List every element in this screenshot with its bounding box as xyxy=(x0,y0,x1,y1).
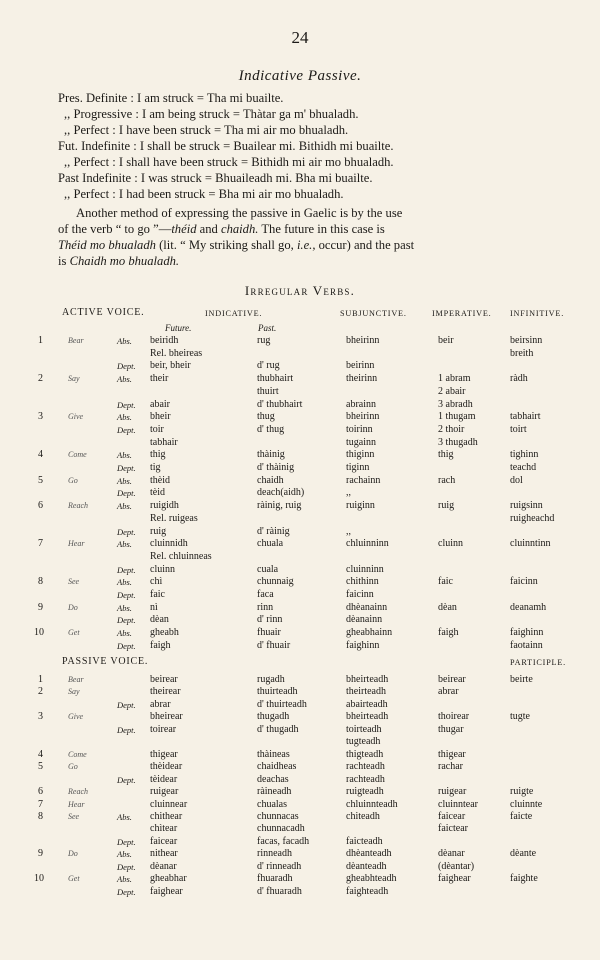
active-verb-english: Bear xyxy=(68,336,84,345)
active-imperative-form: 1 thugam xyxy=(438,411,476,423)
active-imperative-form: 3 thugadh xyxy=(438,436,478,448)
active-past-form: cuala xyxy=(257,563,279,575)
passive-subjunctive-form: dèanteadh xyxy=(346,860,387,872)
passive-subjunctive-form: toirteadh xyxy=(346,723,382,735)
active-verb-number: 8 xyxy=(38,576,43,588)
passive-verb-form-kind: Dept. xyxy=(117,836,136,847)
active-subjunctive-form: cluinninn xyxy=(346,563,384,575)
active-past-form: chuala xyxy=(257,538,284,550)
passive-infinitive-form: faighte xyxy=(510,873,538,885)
active-imperative-form: ruig xyxy=(438,500,455,512)
passive-past-form: d' thugadh xyxy=(257,723,299,735)
passive-verb-english: Reach xyxy=(68,787,88,797)
active-verb-form-kind: Dept. xyxy=(117,526,136,537)
active-verb-english: Get xyxy=(68,628,80,638)
active-verb-number: 6 xyxy=(38,500,43,512)
active-past-form: chaidh xyxy=(257,474,284,486)
active-verb-english: Hear xyxy=(68,539,85,549)
active-subjunctive-form: ruiginn xyxy=(346,500,375,512)
active-verb-english: Reach xyxy=(68,501,88,511)
passive-verb-number: 3 xyxy=(38,711,43,723)
active-past-form: d' thubhairt xyxy=(257,398,303,410)
active-verb-form-kind: Dept. xyxy=(117,488,136,499)
active-verb-form-kind: Abs. xyxy=(117,374,132,385)
passive-imperative-form: abrar xyxy=(438,686,459,698)
passive-verb-number: 7 xyxy=(38,798,43,810)
passive-infinitive-form: dèante xyxy=(510,848,537,860)
active-imperative-form: dèan xyxy=(438,601,457,613)
active-subjunctive-form: gheabhainn xyxy=(346,627,393,639)
active-verb-form-kind: Dept. xyxy=(117,590,136,600)
passive-verb-number: 10 xyxy=(34,873,44,885)
active-verb-number: 3 xyxy=(38,411,43,423)
active-future-form: beiridh xyxy=(150,335,179,346)
active-subjunctive-form: chluinninn xyxy=(346,538,389,550)
passive-imperative-form: faighear xyxy=(438,873,471,885)
active-past-form: fhuair xyxy=(257,627,281,639)
intro-line-6: Past Indefinite : I was struck = Bhuaileadh mi. Bha mi buailte. xyxy=(58,171,373,185)
active-future-form: Rel. chluinneas xyxy=(150,550,212,562)
active-subjunctive-form: tiginn xyxy=(346,462,370,473)
passive-verb-form-kind: Dept. xyxy=(117,861,136,872)
active-imperative-form: rach xyxy=(438,474,456,486)
active-verb-english: See xyxy=(68,577,80,587)
active-verb-form-kind: Dept. xyxy=(117,463,136,473)
active-past-form: thug xyxy=(257,411,275,423)
active-infinitive-form: ruigsinn xyxy=(510,500,543,512)
passive-infinitive-form: ruigte xyxy=(510,786,534,798)
active-verb-number: 1 xyxy=(38,335,43,346)
passive-subjunctive-form: rachteadh xyxy=(346,773,385,785)
passive-future-form: theirear xyxy=(150,686,181,698)
active-subjunctive-form: toirinn xyxy=(346,423,373,435)
passive-past-form: thuirteadh xyxy=(257,686,298,698)
active-verb-form-kind: Abs. xyxy=(117,577,132,588)
active-past-form: d' ràinig xyxy=(257,525,290,537)
passive-verb-form-kind: Abs. xyxy=(117,874,132,885)
passive-verb-english: Do xyxy=(68,849,78,859)
passive-future-form: beirear xyxy=(150,674,178,685)
active-past-form: thubhairt xyxy=(257,373,294,385)
passive-subjunctive-form: theirteadh xyxy=(346,686,386,698)
passive-verb-english: See xyxy=(68,811,80,821)
participle-column-header: PARTICIPLE. xyxy=(510,658,567,667)
active-subjunctive-form: dhèanainn xyxy=(346,601,388,613)
page-number: 24 xyxy=(291,28,309,47)
active-verb-form-kind: Dept. xyxy=(117,615,136,626)
active-subjunctive-form: thiginn xyxy=(346,449,375,461)
passive-imperative-form: rachar xyxy=(438,761,463,773)
active-imperative-form: cluinn xyxy=(438,538,463,550)
passive-subjunctive-form: rachteadh xyxy=(346,761,385,773)
active-verb-form-kind: Abs. xyxy=(117,602,132,613)
passive-subjunctive-form: chluinnteadh xyxy=(346,798,398,810)
active-subjunctive-form: faicinn xyxy=(346,589,374,600)
active-subjunctive-form: bheirinn xyxy=(346,335,380,346)
active-verb-form-kind: Abs. xyxy=(117,475,132,486)
active-past-form: deach(aidh) xyxy=(257,487,305,499)
passive-subjunctive-form: chiteadh xyxy=(346,810,380,822)
active-imperative-form: 1 abram xyxy=(438,373,471,385)
passive-future-form: thèidear xyxy=(150,761,183,773)
active-verb-form-kind: Dept. xyxy=(117,640,136,651)
active-verb-english: Say xyxy=(68,374,80,384)
passive-past-form: d' fhuaradh xyxy=(257,885,302,897)
passive-past-form: rugadh xyxy=(257,674,285,685)
active-future-form: cluinnidh xyxy=(150,538,188,550)
passive-subjunctive-form: faicteadh xyxy=(346,835,383,847)
active-verb-form-kind: Abs. xyxy=(117,450,132,461)
active-subjunctive-form: chithinn xyxy=(346,576,379,588)
active-subjunctive-form: rachainn xyxy=(346,474,381,486)
passive-future-form: toirear xyxy=(150,723,177,735)
active-future-form: Rel. bheireas xyxy=(150,347,203,359)
active-future-form: dèan xyxy=(150,614,169,626)
irregular-verbs-heading: Irregular Verbs. xyxy=(244,283,356,298)
active-future-form: faigh xyxy=(150,639,171,651)
passive-subjunctive-form: gheabhteadh xyxy=(346,873,397,885)
passive-verb-english: Come xyxy=(68,749,87,759)
active-imperative-form: thig xyxy=(438,449,454,461)
active-future-form: tig xyxy=(150,462,161,473)
passive-future-form: thigear xyxy=(150,748,178,760)
active-infinitive-form: deanamh xyxy=(510,601,547,613)
active-past-form: d' fhuair xyxy=(257,639,291,651)
active-verb-form-kind: Abs. xyxy=(117,336,132,346)
active-infinitive-form: toirt xyxy=(510,423,527,435)
passive-imperative-form: faictear xyxy=(438,823,468,835)
active-future-form: ruig xyxy=(150,525,167,537)
passive-imperative-form: ruigear xyxy=(438,786,467,798)
passive-past-form: chaidheas xyxy=(257,761,297,773)
active-subjunctive-form: ,, xyxy=(346,525,351,537)
active-past-form: faca xyxy=(257,589,274,600)
active-verb-number: 10 xyxy=(34,627,44,639)
past-subheader: Past. xyxy=(258,323,277,333)
active-infinitive-form: beirsinn xyxy=(510,335,543,346)
active-future-form: faic xyxy=(150,589,165,600)
active-future-form: thig xyxy=(150,449,166,461)
passive-imperative-form: beirear xyxy=(438,674,466,685)
passive-verb-english: Say xyxy=(68,687,80,697)
passive-past-form: facas, facadh xyxy=(257,835,310,847)
active-infinitive-form: faighinn xyxy=(510,627,544,639)
passive-verb-number: 4 xyxy=(38,748,43,760)
imperative-column-header: IMPERATIVE. xyxy=(432,309,492,318)
passive-verb-english: Bear xyxy=(68,675,84,684)
active-subjunctive-form: abrainn xyxy=(346,398,376,410)
active-imperative-form: faic xyxy=(438,576,453,588)
passive-verb-number: 8 xyxy=(38,810,43,822)
intro-line-5: ,, Perfect : I shall have been struck = Bithidh mi air mo bhualadh. xyxy=(64,155,394,169)
section-title: Indicative Passive. xyxy=(238,68,362,84)
active-verb-form-kind: Abs. xyxy=(117,539,132,550)
active-verb-form-kind: Dept. xyxy=(117,564,136,575)
active-verb-number: 4 xyxy=(38,449,43,461)
active-verb-number: 2 xyxy=(38,373,43,385)
passive-future-form: nithear xyxy=(150,848,178,860)
active-infinitive-form: ràdh xyxy=(510,373,528,385)
active-future-form: ruigidh xyxy=(150,500,179,512)
active-past-form: d' thàinig xyxy=(257,462,295,473)
active-infinitive-form: teachd xyxy=(510,462,537,473)
passive-verb-form-kind: Dept. xyxy=(117,886,136,897)
passive-verb-number: 5 xyxy=(38,761,43,773)
passive-verb-number: 6 xyxy=(38,786,43,798)
indicative-column-header: INDICATIVE. xyxy=(205,309,263,318)
future-subheader: Future. xyxy=(165,323,192,333)
passive-past-form: fhuaradh xyxy=(257,873,293,885)
other-method-line-1: Another method of expressing the passive in Gaelic is by the use xyxy=(76,206,403,220)
passive-subjunctive-form: bheirteadh xyxy=(346,711,389,723)
passive-infinitive-form: tugte xyxy=(510,711,530,723)
passive-future-form: abrar xyxy=(150,698,171,710)
passive-future-form: faighear xyxy=(150,885,183,897)
passive-past-form: deachas xyxy=(257,773,289,785)
passive-imperative-form: thigear xyxy=(438,748,466,760)
active-subjunctive-form: faighinn xyxy=(346,639,380,651)
active-future-form: toir xyxy=(150,423,164,435)
active-past-form: ràinig, ruig xyxy=(257,500,302,512)
intro-line-1: Pres. Definite : I am struck = Tha mi buailte. xyxy=(58,91,284,105)
passive-future-form: tèidear xyxy=(150,773,178,785)
passive-past-form: thugadh xyxy=(257,711,290,723)
active-verb-form-kind: Abs. xyxy=(117,628,132,639)
active-future-form: nì xyxy=(150,601,158,613)
active-subjunctive-form: beirinn xyxy=(346,360,375,372)
active-imperative-form: 3 abradh xyxy=(438,398,473,410)
active-verb-number: 7 xyxy=(38,538,43,550)
active-future-form: their xyxy=(150,373,169,385)
other-method-line-2: of the verb “ to go ”—théid and chaidh. The future in this case is xyxy=(58,222,385,236)
intro-line-4: Fut. Indefinite : I shall be struck = Buailear mi. Bithidh mi buailte. xyxy=(58,139,394,153)
active-past-form: thàinig xyxy=(257,449,285,461)
passive-future-form: chìtear xyxy=(150,823,178,835)
active-voice-label: ACTIVE VOICE. xyxy=(62,307,145,318)
passive-future-form: cluinnear xyxy=(150,798,188,810)
passive-future-form: gheabhar xyxy=(150,873,187,885)
active-infinitive-form: tabhairt xyxy=(510,411,541,423)
active-imperative-form: 2 abair xyxy=(438,385,466,397)
active-future-form: bheir xyxy=(150,411,171,423)
passive-verb-number: 9 xyxy=(38,848,43,860)
passive-verb-english: Get xyxy=(68,874,80,884)
passive-verb-form-kind: Dept. xyxy=(117,699,136,710)
active-subjunctive-form: bheirinn xyxy=(346,411,380,423)
active-future-form: beir, bheir xyxy=(150,360,191,372)
passive-past-form: chunnacadh xyxy=(257,823,305,835)
passive-imperative-form: dèanar xyxy=(438,848,465,860)
passive-subjunctive-form: ruigteadh xyxy=(346,786,384,798)
active-imperative-form: beir xyxy=(438,335,454,346)
active-future-form: tabhair xyxy=(150,436,178,448)
active-future-form: Rel. ruigeas xyxy=(150,512,198,524)
passive-subjunctive-form: faighteadh xyxy=(346,885,389,897)
passive-verb-form-kind: Dept. xyxy=(117,724,136,735)
passive-subjunctive-form: bheirteadh xyxy=(346,674,389,685)
passive-infinitive-form: beirte xyxy=(510,674,533,685)
active-subjunctive-form: ,, xyxy=(346,487,351,499)
active-infinitive-form: faotainn xyxy=(510,639,543,651)
intro-line-7: ,, Perfect : I had been struck = Bha mi air mo bhualadh. xyxy=(64,187,344,201)
passive-verb-english: Go xyxy=(68,762,78,772)
passive-future-form: ruigear xyxy=(150,786,179,798)
active-past-form: thuirt xyxy=(257,385,279,397)
passive-imperative-form: cluinntear xyxy=(438,798,478,810)
passive-verb-number: 2 xyxy=(38,686,43,698)
passive-verb-number: 1 xyxy=(38,674,43,685)
active-future-form: gheabh xyxy=(150,627,179,639)
active-infinitive-form: breith xyxy=(510,347,534,359)
active-future-form: chì xyxy=(150,576,163,588)
active-future-form: tèid xyxy=(150,487,165,499)
passive-infinitive-form: cluinnte xyxy=(510,798,543,810)
active-verb-english: Go xyxy=(68,475,78,485)
active-past-form: d' rug xyxy=(257,360,280,372)
active-infinitive-form: cluinntinn xyxy=(510,538,551,550)
active-verb-form-kind: Abs. xyxy=(117,412,132,423)
active-subjunctive-form: dèanainn xyxy=(346,614,383,626)
passive-past-form: ràineadh xyxy=(257,786,292,798)
other-method-line-3: Théid mo bhualadh (lit. “ My striking shall go, i.e., occur) and the past xyxy=(58,238,415,252)
passive-voice-label: PASSIVE VOICE. xyxy=(62,656,149,667)
active-subjunctive-form: theirinn xyxy=(346,373,378,385)
active-subjunctive-form: tugainn xyxy=(346,436,376,448)
passive-imperative-form: faicear xyxy=(438,810,466,822)
active-past-form: chunnaig xyxy=(257,576,294,588)
passive-imperative-form: thugar xyxy=(438,723,464,735)
active-infinitive-form: ruigheachd xyxy=(510,512,555,524)
active-verb-form-kind: Dept. xyxy=(117,424,136,435)
passive-verb-form-kind: Abs. xyxy=(117,849,132,860)
active-past-form: rug xyxy=(257,335,271,346)
intro-line-3: ,, Perfect : I have been struck = Tha mi air mo bhualadh. xyxy=(64,123,349,137)
passive-verb-form-kind: Abs. xyxy=(117,811,132,822)
passive-future-form: bheirear xyxy=(150,711,183,723)
passive-future-form: chithear xyxy=(150,810,183,822)
passive-future-form: dèanar xyxy=(150,860,177,872)
passive-verb-english: Give xyxy=(68,712,84,722)
active-infinitive-form: faicinn xyxy=(510,576,538,588)
passive-subjunctive-form: tugteadh xyxy=(346,736,381,748)
passive-verb-form-kind: Dept. xyxy=(117,774,136,785)
active-verb-form-kind: Dept. xyxy=(117,361,136,372)
infinitive-column-header: INFINITIVE. xyxy=(510,309,565,318)
passive-past-form: d' rinneadh xyxy=(257,860,302,872)
active-imperative-form: faigh xyxy=(438,627,459,639)
active-infinitive-form: dol xyxy=(510,474,523,486)
passive-subjunctive-form: thigteadh xyxy=(346,748,384,760)
active-past-form: rinn xyxy=(257,601,274,613)
active-past-form: d' rinn xyxy=(257,614,283,626)
active-future-form: abair xyxy=(150,398,170,410)
active-verb-form-kind: Dept. xyxy=(117,399,136,410)
passive-infinitive-form: faicte xyxy=(510,810,533,822)
active-verb-number: 5 xyxy=(38,474,43,486)
passive-imperative-form: thoirear xyxy=(438,711,470,723)
passive-past-form: chualas xyxy=(257,798,287,810)
active-verb-english: Come xyxy=(68,450,87,460)
active-verb-english: Do xyxy=(68,602,78,612)
active-future-form: thèid xyxy=(150,474,170,486)
passive-future-form: faicear xyxy=(150,835,178,847)
intro-line-2: ,, Progressive : I am being struck = Thàtar ga m' bhualadh. xyxy=(64,107,359,121)
passive-past-form: thàineas xyxy=(257,748,290,760)
active-verb-form-kind: Abs. xyxy=(117,501,132,512)
passive-verb-english: Hear xyxy=(68,799,85,809)
subjunctive-column-header: SUBJUNCTIVE. xyxy=(340,309,407,318)
active-verb-number: 9 xyxy=(38,601,43,613)
passive-past-form: d' thuirteadh xyxy=(257,698,307,710)
passive-imperative-form: (dèantar) xyxy=(438,860,475,872)
passive-subjunctive-form: dhèanteadh xyxy=(346,848,392,860)
passive-subjunctive-form: abairteadh xyxy=(346,698,388,710)
active-imperative-form: 2 thoir xyxy=(438,423,465,435)
active-verb-english: Give xyxy=(68,412,84,422)
active-future-form: cluinn xyxy=(150,563,175,575)
active-infinitive-form: tighinn xyxy=(510,449,539,461)
other-method-line-4: is Chaidh mo bhualadh. xyxy=(58,254,180,268)
active-past-form: d' thug xyxy=(257,423,285,435)
passive-past-form: rinneadh xyxy=(257,848,292,860)
passive-past-form: chunnacas xyxy=(257,810,299,822)
